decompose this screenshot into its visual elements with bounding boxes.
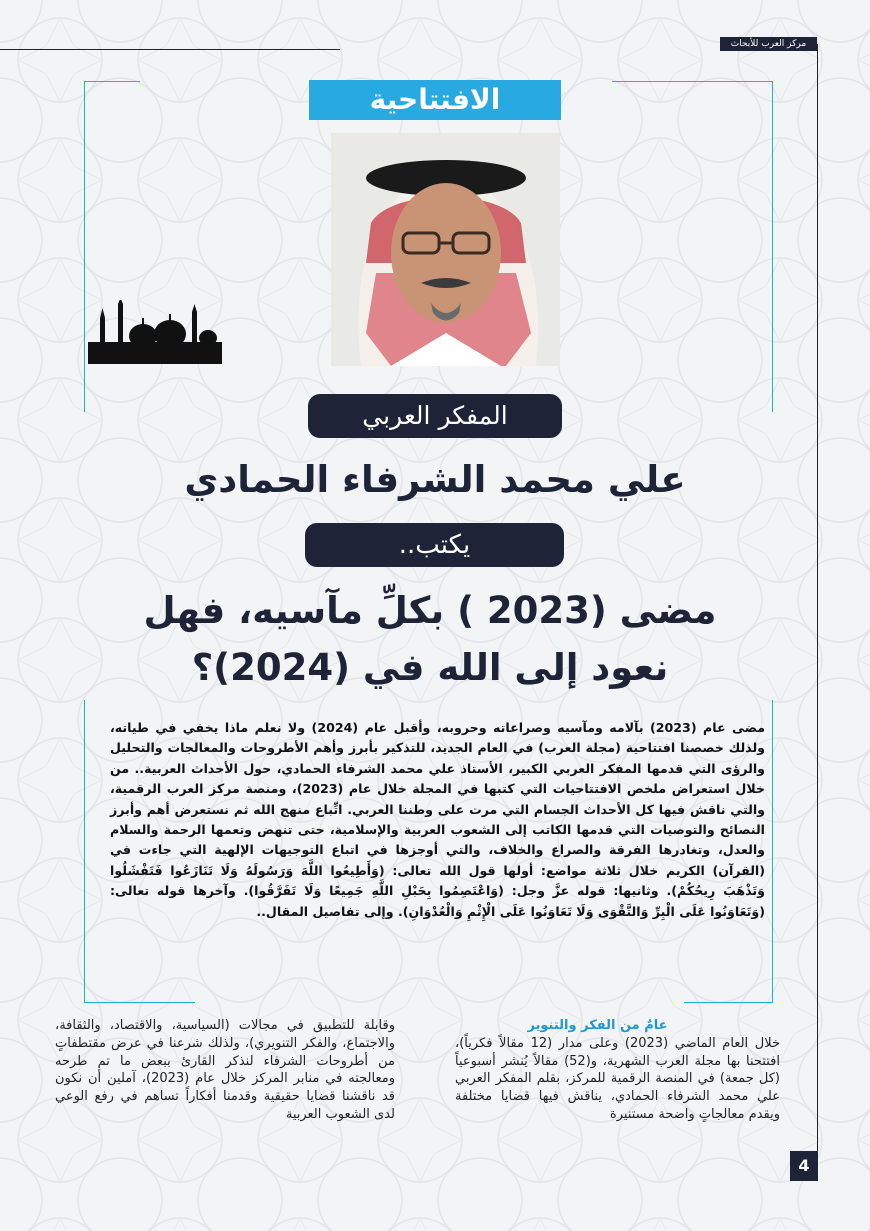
- writes-pill: يكتب..: [305, 523, 564, 567]
- article-column-right: [455, 1017, 780, 1124]
- section-subheading: عامٌ من الفكر والتنوير: [527, 1018, 668, 1033]
- column-right-text: خلال العام الماضي (2023) وعلى مدار (12 مقالاً فكرياً)، افتتحنا بها مجلة العرب الشهرية، و(52) مقالاً يُنشر أسبوعياً (كل جمعة) في المنصة الرقمية للمركز، بقلم المفكر العربي علي محمد الشرفاء الحمادي، يناقش فيها قضايا مختلفة ويقدم معالجاتٍ واضحة مستنيرة: [455, 1035, 780, 1122]
- author-role-pill: المفكر العربي: [308, 394, 562, 438]
- author-photo: [331, 133, 560, 366]
- right-rule: [817, 44, 818, 1164]
- site-name-tab: مركز العرب للأبحاث: [720, 37, 817, 51]
- headline-line-2: نعود إلى الله في (2024)؟: [191, 646, 669, 689]
- page-number: 4: [790, 1151, 818, 1181]
- frame-corner-top-right: [612, 81, 773, 412]
- author-name: علي محمد الشرفاء الحمادي: [184, 458, 686, 501]
- article-intro: مضى عام (2023) بآلامه ومآسيه وصراعاته وحروبه، وأقبل عام (2024) ولا نعلم ماذا يخفي في طياته، ولذلك خصصنا افتتاحية (مجلة العرب) في العام الجديد، للتذكير بأبرز وأهم الأطروحات والمعالجات والتحليل والرؤى التي قدمها المفكر العربي الكبير، الأستاذ علي محمد الشرفاء الحمادي، حول الأحداث العربية.. من خلال استعراض ملخص الافتتاحيات التي كتبها في المجلة خلال عام (2023)، ومنصة مركز العرب الرقمية، والتي ناقش فيها كل الأحداث الجسام التي مرت على وطننا العربي. اتِّباع منهج الله ثم نستعرض أهم وأبرز النصائح والتوصيات التي قدمها الكاتب إلى الشعوب العربية والإسلامية، حتى تنهض وتعمها الرحمة والسلام والعدل، وتغادرها الفرقة والصراع والخلاف، والتي أوجزها في اتباع التوجيهات الإلهية التي جاءت في (القرآن) الكريم خلال ثلاثة مواضع: أولها قول الله تعالى: (وَأَطِيعُوا اللَّهَ وَرَسُولَهُ وَلَا تَنَازَعُوا فَتَفْشَلُوا وَتَذْهَبَ رِيحُكُمْ). وثانيها: قوله عزَّ وجل: (وَاعْتَصِمُوا بِحَبْلِ اللَّهِ جَمِيعًا وَلَا تَفَرَّقُوا). وآخرها قوله تعالى: (وَتَعَاوَنُوا عَلَى الْبِرِّ وَالتَّقْوَى وَلَا تَعَاوَنُوا عَلَى الْإِثْمِ وَالْعُدْوَانِ). وإلى تفاصيل المقال..: [110, 720, 765, 919]
- section-banner: الافتتاحية: [309, 80, 561, 120]
- article-column-left: [55, 1017, 395, 1124]
- article-headline: [110, 582, 750, 702]
- top-rule: [0, 49, 340, 50]
- column-left-text: وقابلة للتطبيق في مجالات (السياسية، والاقتصاد، والثقافة، والاجتماع، والفكر التنويري)، ولذلك شرعنا في عرض مقتطفاتٍ من أطروحات الشرفاء لنذكر القارئ ببعض ما تم طرحه ومعالجته في منابر المركز خلال عام (2023)، آملين أن نكون قد ناقشنا قضايا حقيقية وقدمنا أفكاراً تساهم في رفع الوعي لدى الشعوب العربية: [55, 1018, 395, 1122]
- mosque-silhouette-icon: [88, 300, 222, 364]
- headline-line-1: مضى (2023 ) بكلِّ مآسيه، فهل: [143, 589, 717, 632]
